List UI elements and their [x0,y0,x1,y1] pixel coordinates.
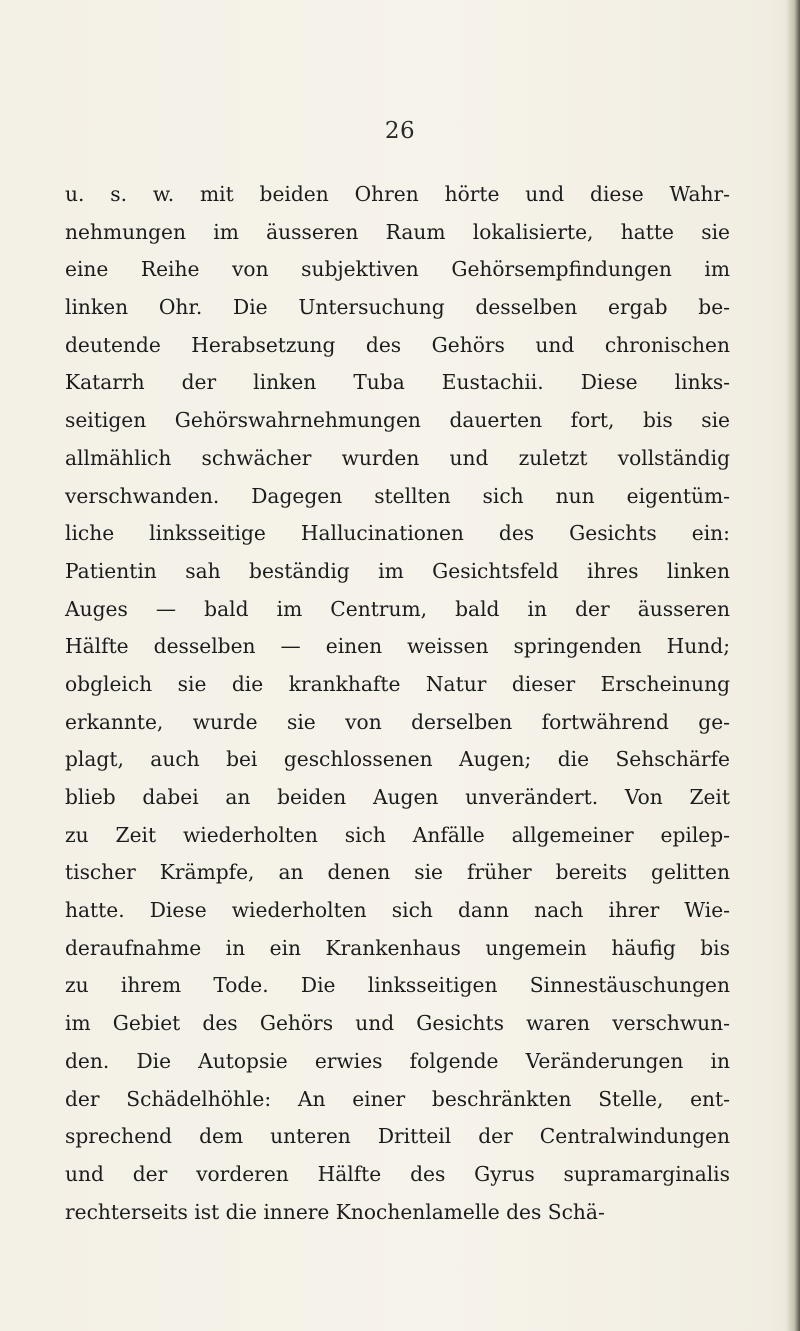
text-line: Hälfte desselben — einen weissen springenden Hund; [65,634,730,659]
text-line: deraufnahme in ein Krankenhaus ungemein häufig bis [65,935,730,960]
text-line: sprechend dem unteren Dritteil der Centralwindungen [65,1124,730,1149]
text-line: deutende Herabsetzung des Gehörs und chronischen [65,332,730,357]
text-line: Katarrh der linken Tuba Eustachii. Diese links- [65,370,730,395]
text-line: und der vorderen Hälfte des Gyrus supramarginalis [65,1161,730,1186]
text-line: allmählich schwächer wurden und zuletzt vollständig [65,445,730,470]
text-line: erkannte, wurde sie von derselben fortwährend ge- [65,709,730,734]
page-number: 26 [384,118,416,144]
text-line: blieb dabei an beiden Augen unverändert. Von Zeit [65,785,730,809]
text-line: zu Zeit wiederholten sich Anfälle allgemeiner epilep- [65,822,730,847]
text-line: seitigen Gehörswahrnehmungen dauerten fort, bis sie [65,408,730,433]
body-text [65,176,730,1231]
text-line: Patientin sah beständig im Gesichtsfeld ihres linken [65,558,730,583]
page-edge-shadow [786,0,800,1331]
text-line: eine Reihe von subjektiven Gehörsempfindungen im [65,257,730,282]
text-line: zu ihrem Tode. Die linksseitigen Sinnestäuschungen [65,973,730,998]
text-line: hatte. Diese wiederholten sich dann nach ihrer Wie- [65,898,730,923]
text-line: den. Die Autopsie erwies folgende Veränderungen in [65,1048,730,1073]
text-line: liche linksseitige Hallucinationen des Gesichts ein: [65,521,730,546]
text-line: plagt, auch bei geschlossenen Augen; die Sehschärfe [65,747,730,772]
text-line: nehmungen im äusseren Raum lokalisierte, hatte sie [65,219,730,244]
text-line: rechterseits ist die innere Knochenlamelle des Schä- [65,1199,605,1224]
text-line: u. s. w. mit beiden Ohren hörte und diese Wahr- [65,182,730,206]
text-line: verschwanden. Dagegen stellten sich nun eigentüm- [65,483,730,508]
text-line: Auges — bald im Centrum, bald in der äusseren [65,596,730,621]
text-line: tischer Krämpfe, an denen sie früher bereits gelitten [65,860,730,885]
text-line: obgleich sie die krankhafte Natur dieser Erscheinung [65,671,730,696]
text-line: der Schädelhöhle: An einer beschränkten Stelle, ent- [65,1086,730,1111]
text-line: im Gebiet des Gehörs und Gesichts waren verschwun- [65,1011,730,1036]
text-line: linken Ohr. Die Untersuchung desselben ergab be- [65,295,730,320]
